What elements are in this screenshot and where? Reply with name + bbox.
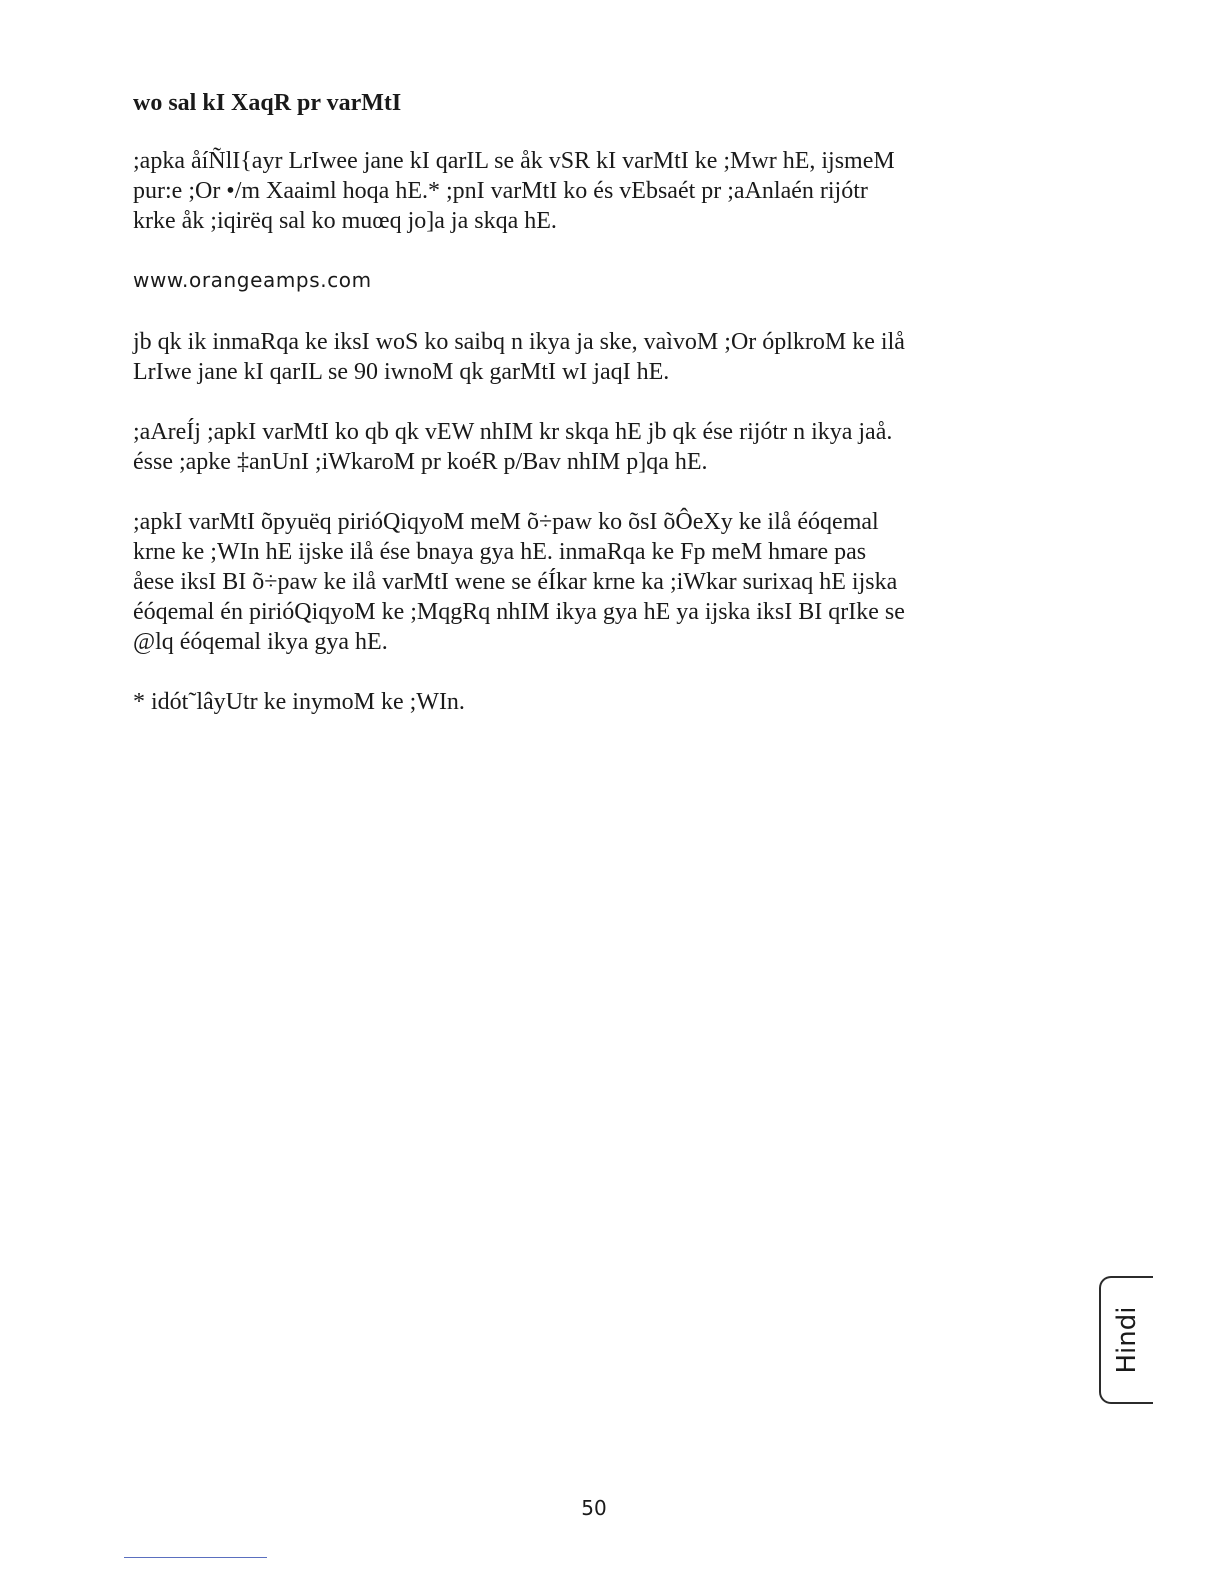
page-number: 50 xyxy=(581,1496,607,1520)
warranty-paragraph-2: jb qk ik inmaRqa ke iksI woS ko saibq n ikya ja ske, vaìvoM ;Or óplkroM ke ilå LrIwe jane kI qarIL se 90 iwnoM qk garMtI wI jaqI hE. xyxy=(133,329,905,385)
warranty-paragraph-1: ;apka åíÑlI{ayr LrIwee jane kI qarIL se åk vSR kI varMtI ke ;Mwr hE, ijsmeM pur:e ;Or •/m Xaaiml hoqa hE.* ;pnI varMtI ko és vEbsaét pr ;aAnlaén rijótr krke åk ;iqirëq sal ko muœq jo]a ja skqa hE. xyxy=(133,148,895,234)
warranty-paragraph-4: ;apkI varMtI õpyuëq pirióQiqyoM meM õ÷paw ko õsI õÔeXy ke ilå éóqemal krne ke ;WIn hE ijske ilå ése bnaya gya hE. inmaRqa ke Fp meM hmare pas åese iksI BI õ÷paw ke ilå varMtI wene se éÍkar krne ka ;iWkar surixaq hE ijska éóqemal én pirióQiqyoM ke ;MqgRq nhIM ikya gya hE ya ijska iksI BI qrIke se @lq éóqemal ikya gya hE. xyxy=(133,509,905,655)
footnote: * idót˜lâyUtr ke inymoM ke ;WIn. xyxy=(133,689,465,715)
language-tab-label: Hindi xyxy=(1112,1306,1142,1374)
warranty-paragraph-3: ;aAreÍj ;apkI varMtI ko qb qk vEW nhIM kr skqa hE jb qk ése rijótr n ikya jaå. ésse ;apke ‡anUnI ;iWkaroM pr koéR p/Bav nhIM p]qa hE. xyxy=(133,419,893,475)
section-heading: wo sal kI XaqR pr varMtI xyxy=(133,90,402,116)
footer-rule xyxy=(124,1557,267,1558)
website-url: www.orangeamps.com xyxy=(133,268,372,292)
page-content xyxy=(133,88,993,717)
language-side-tab xyxy=(1099,1276,1153,1404)
